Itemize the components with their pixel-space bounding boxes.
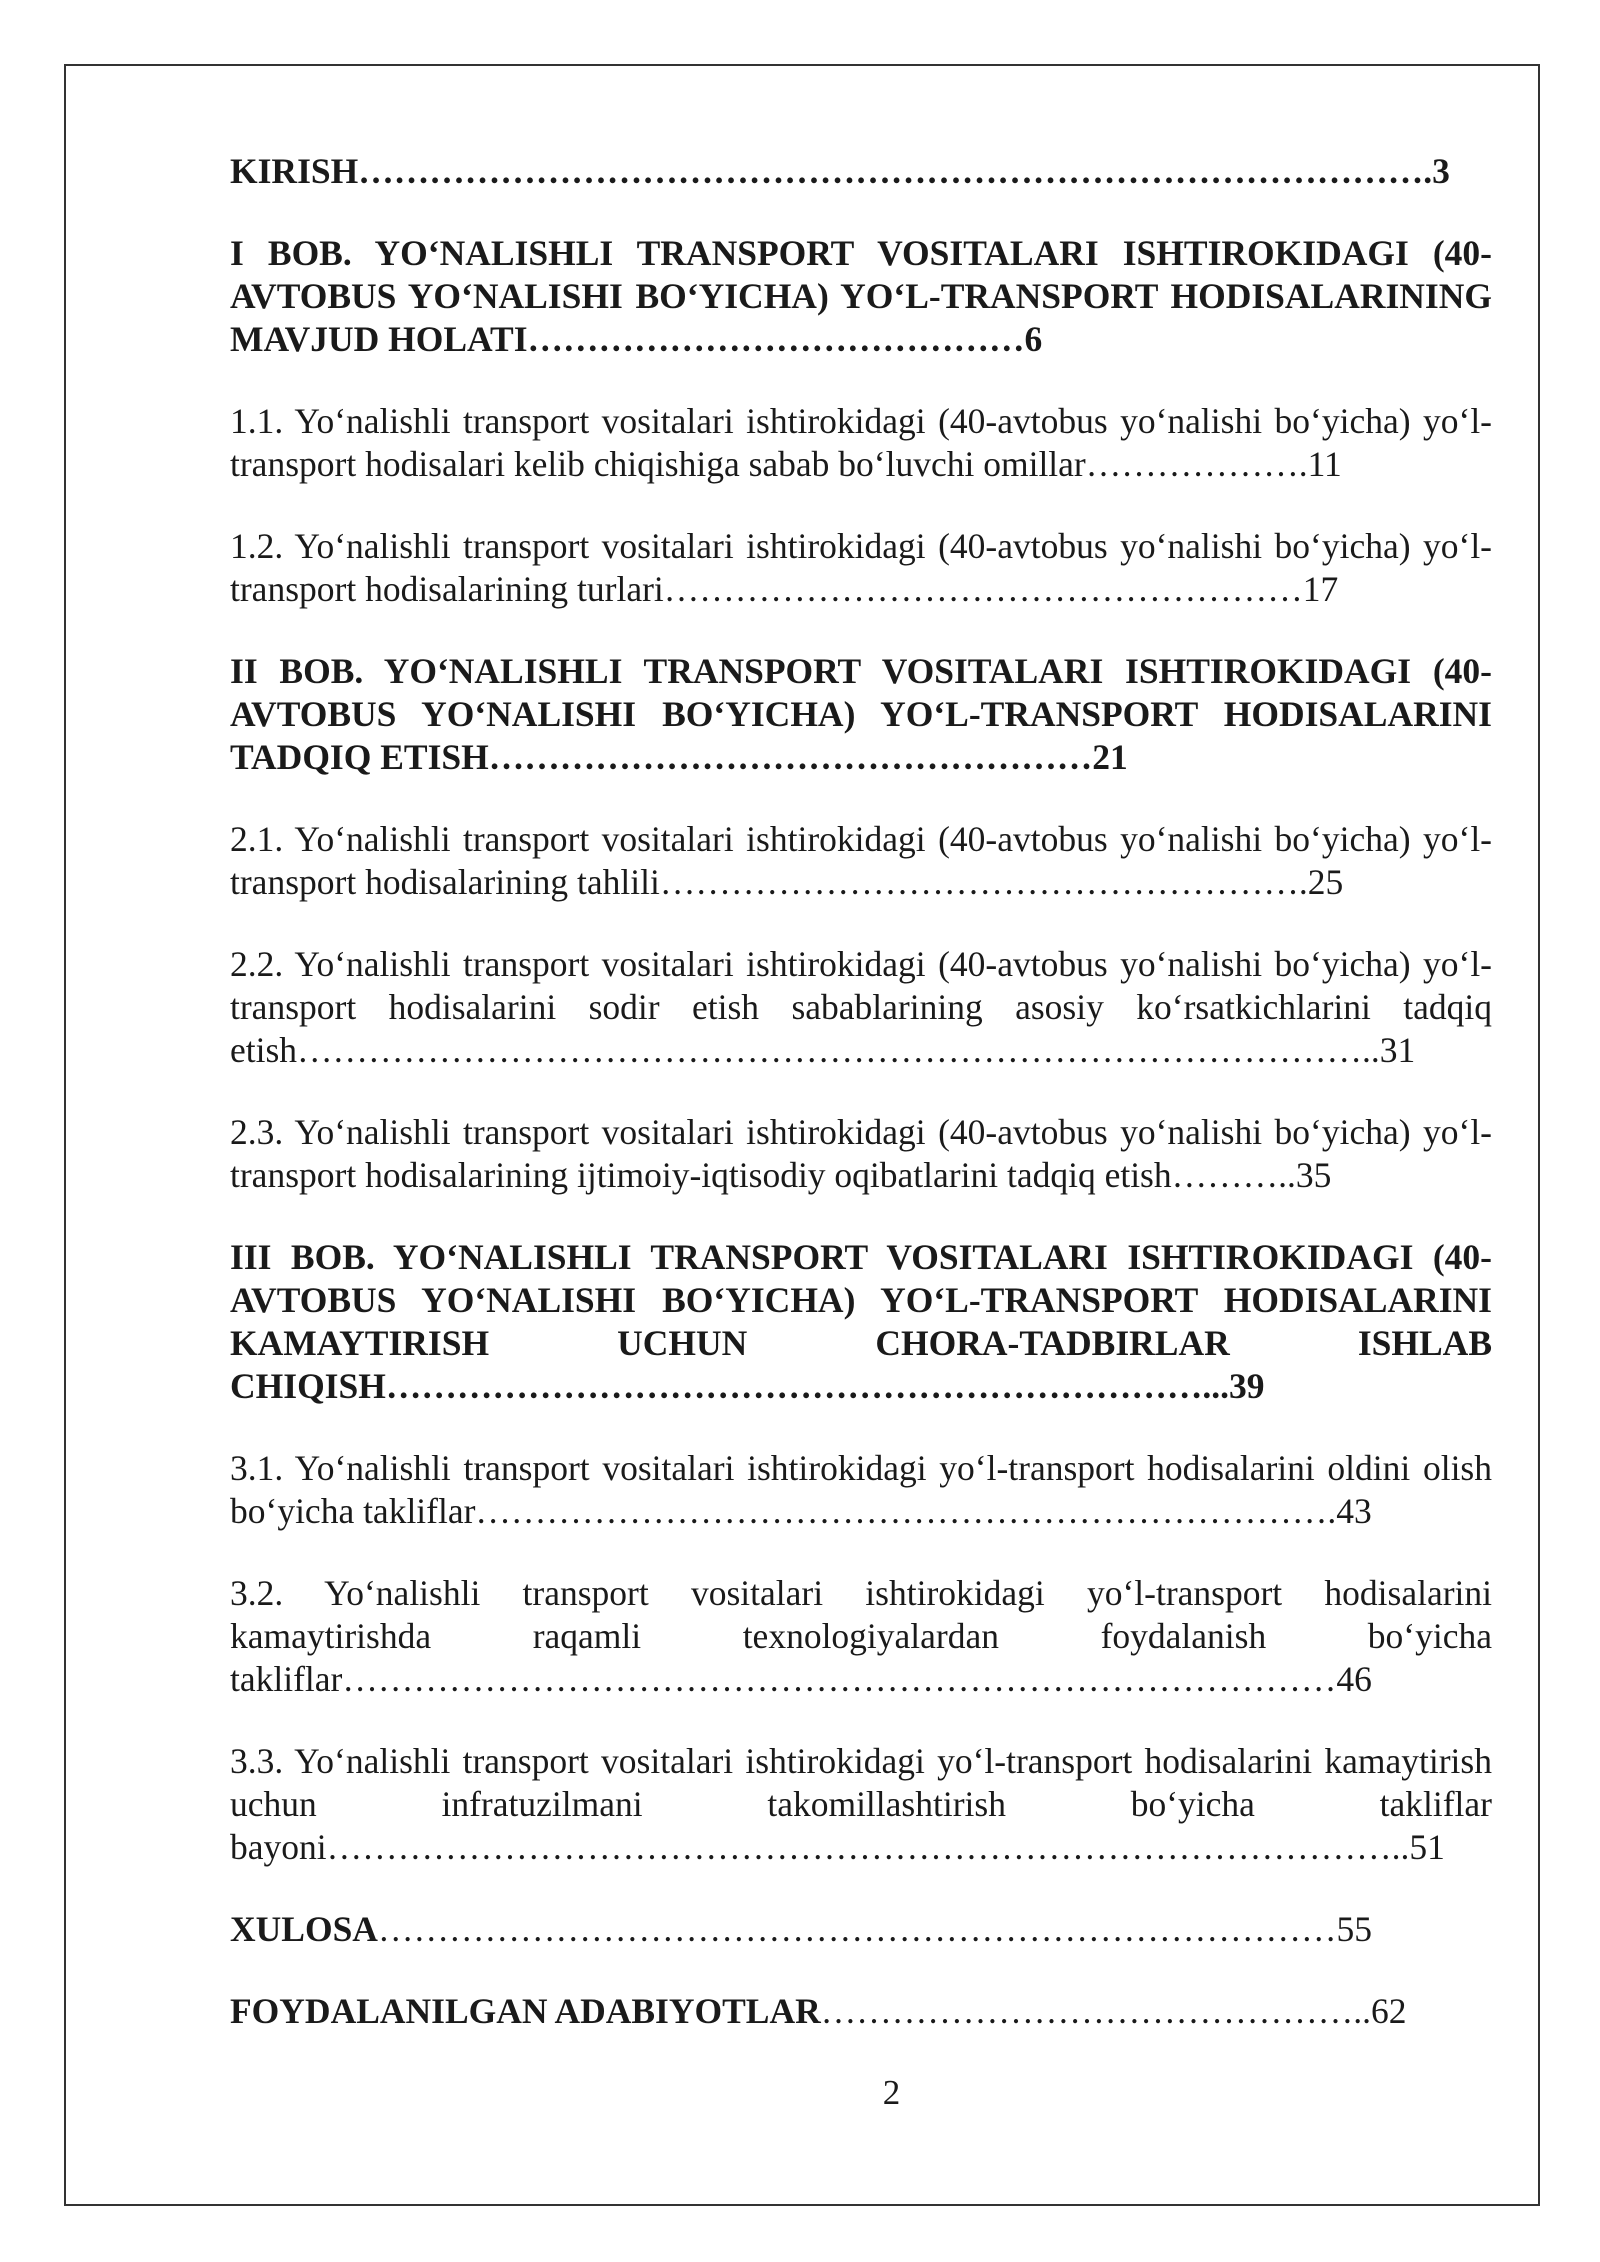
toc-entry-chapter-1[interactable]: I BOB. YO‘NALISHLI TRANSPORT VOSITALARI ISHTIROKIDAGI (40-AVTOBUS YO‘NALISHI BO‘YICHA) YO‘L-TRANSPORT HODISALARINING MAVJUD HOLATI……………………………………6	[230, 233, 1492, 359]
toc-entry-chapter-2[interactable]: II BOB. YO‘NALISHLI TRANSPORT VOSITALARI ISHTIROKIDAGI (40-AVTOBUS YO‘NALISHI BO‘YICHA) YO‘L-TRANSPORT HODISALARINI TADQIQ ETISH……………………………………………21	[230, 651, 1492, 777]
page-number: 2	[882, 2073, 901, 2112]
toc-entry-chapter-3[interactable]: III BOB. YO‘NALISHLI TRANSPORT VOSITALARI ISHTIROKIDAGI (40-AVTOBUS YO‘NALISHI BO‘YICHA) YO‘L-TRANSPORT HODISALARINI KAMAYTIRISH UCHUN CHORA-TADBIRLAR ISHLAB CHIQISH……………………………………………………………...39	[230, 1237, 1492, 1406]
table-of-contents	[230, 150, 1492, 2033]
toc-entry-1-2[interactable]: 1.2. Yo‘nalishli transport vositalari ishtirokidagi (40-avtobus yo‘nalishi bo‘yicha) yo‘l-transport hodisalarining turlari………………………………………………17	[230, 526, 1492, 609]
toc-entry-1-1[interactable]: 1.1. Yo‘nalishli transport vositalari ishtirokidagi (40-avtobus yo‘nalishi bo‘yicha) yo‘l-transport hodisalari kelib chiqishiga sabab bo‘luvchi omillar……………….11	[230, 401, 1492, 484]
toc-entry-2-1[interactable]: 2.1. Yo‘nalishli transport vositalari ishtirokidagi (40-avtobus yo‘nalishi bo‘yicha) yo‘l-transport hodisalarining tahlili……………………………………………….25	[230, 819, 1492, 902]
toc-entry-xulosa-leader: ………………………………………………………………………55	[377, 1909, 1372, 1949]
toc-entry-adabiyotlar-title: FOYDALANILGAN ADABIYOTLAR	[230, 1991, 821, 2031]
toc-entry-2-2[interactable]: 2.2. Yo‘nalishli transport vositalari ishtirokidagi (40-avtobus yo‘nalishi bo‘yicha) yo‘l-transport hodisalarini sodir etish sabablarining asosiy ko‘rsatkichlarini tadqiq etish………………………………………………………………………………..31	[230, 944, 1492, 1070]
toc-entry-2-3[interactable]: 2.3. Yo‘nalishli transport vositalari ishtirokidagi (40-avtobus yo‘nalishi bo‘yicha) yo‘l-transport hodisalarining ijtimoiy-iqtisodiy oqibatlarini tadqiq etish………..35	[230, 1112, 1492, 1195]
toc-entry-adabiyotlar-leader: ………………………………………..62	[820, 1991, 1407, 2031]
toc-entry-xulosa-title: XULOSA	[230, 1909, 378, 1949]
toc-entry-3-1[interactable]: 3.1. Yo‘nalishli transport vositalari ishtirokidagi yo‘l-transport hodisalarini oldini olish bo‘yicha takliflar……………………………………………………………….43	[230, 1448, 1492, 1531]
toc-entry-3-2[interactable]: 3.2. Yo‘nalishli transport vositalari ishtirokidagi yo‘l-transport hodisalarini kamaytirishda raqamli texnologiyalardan foydalanish bo‘yicha takliflar…………………………………………………………………………46	[230, 1573, 1492, 1699]
toc-entry-xulosa[interactable]	[230, 1908, 1492, 1951]
toc-entry-3-3[interactable]: 3.3. Yo‘nalishli transport vositalari ishtirokidagi yo‘l-transport hodisalarini kamaytirish uchun infratuzilmani takomillashtirish bo‘yicha takliflar bayoni………………………………………………………………………………..51	[230, 1741, 1492, 1867]
toc-entry-kirish[interactable]: KIRISH……………………………………………………………………………….3	[230, 151, 1450, 191]
toc-entry-adabiyotlar[interactable]	[230, 1990, 1492, 2033]
